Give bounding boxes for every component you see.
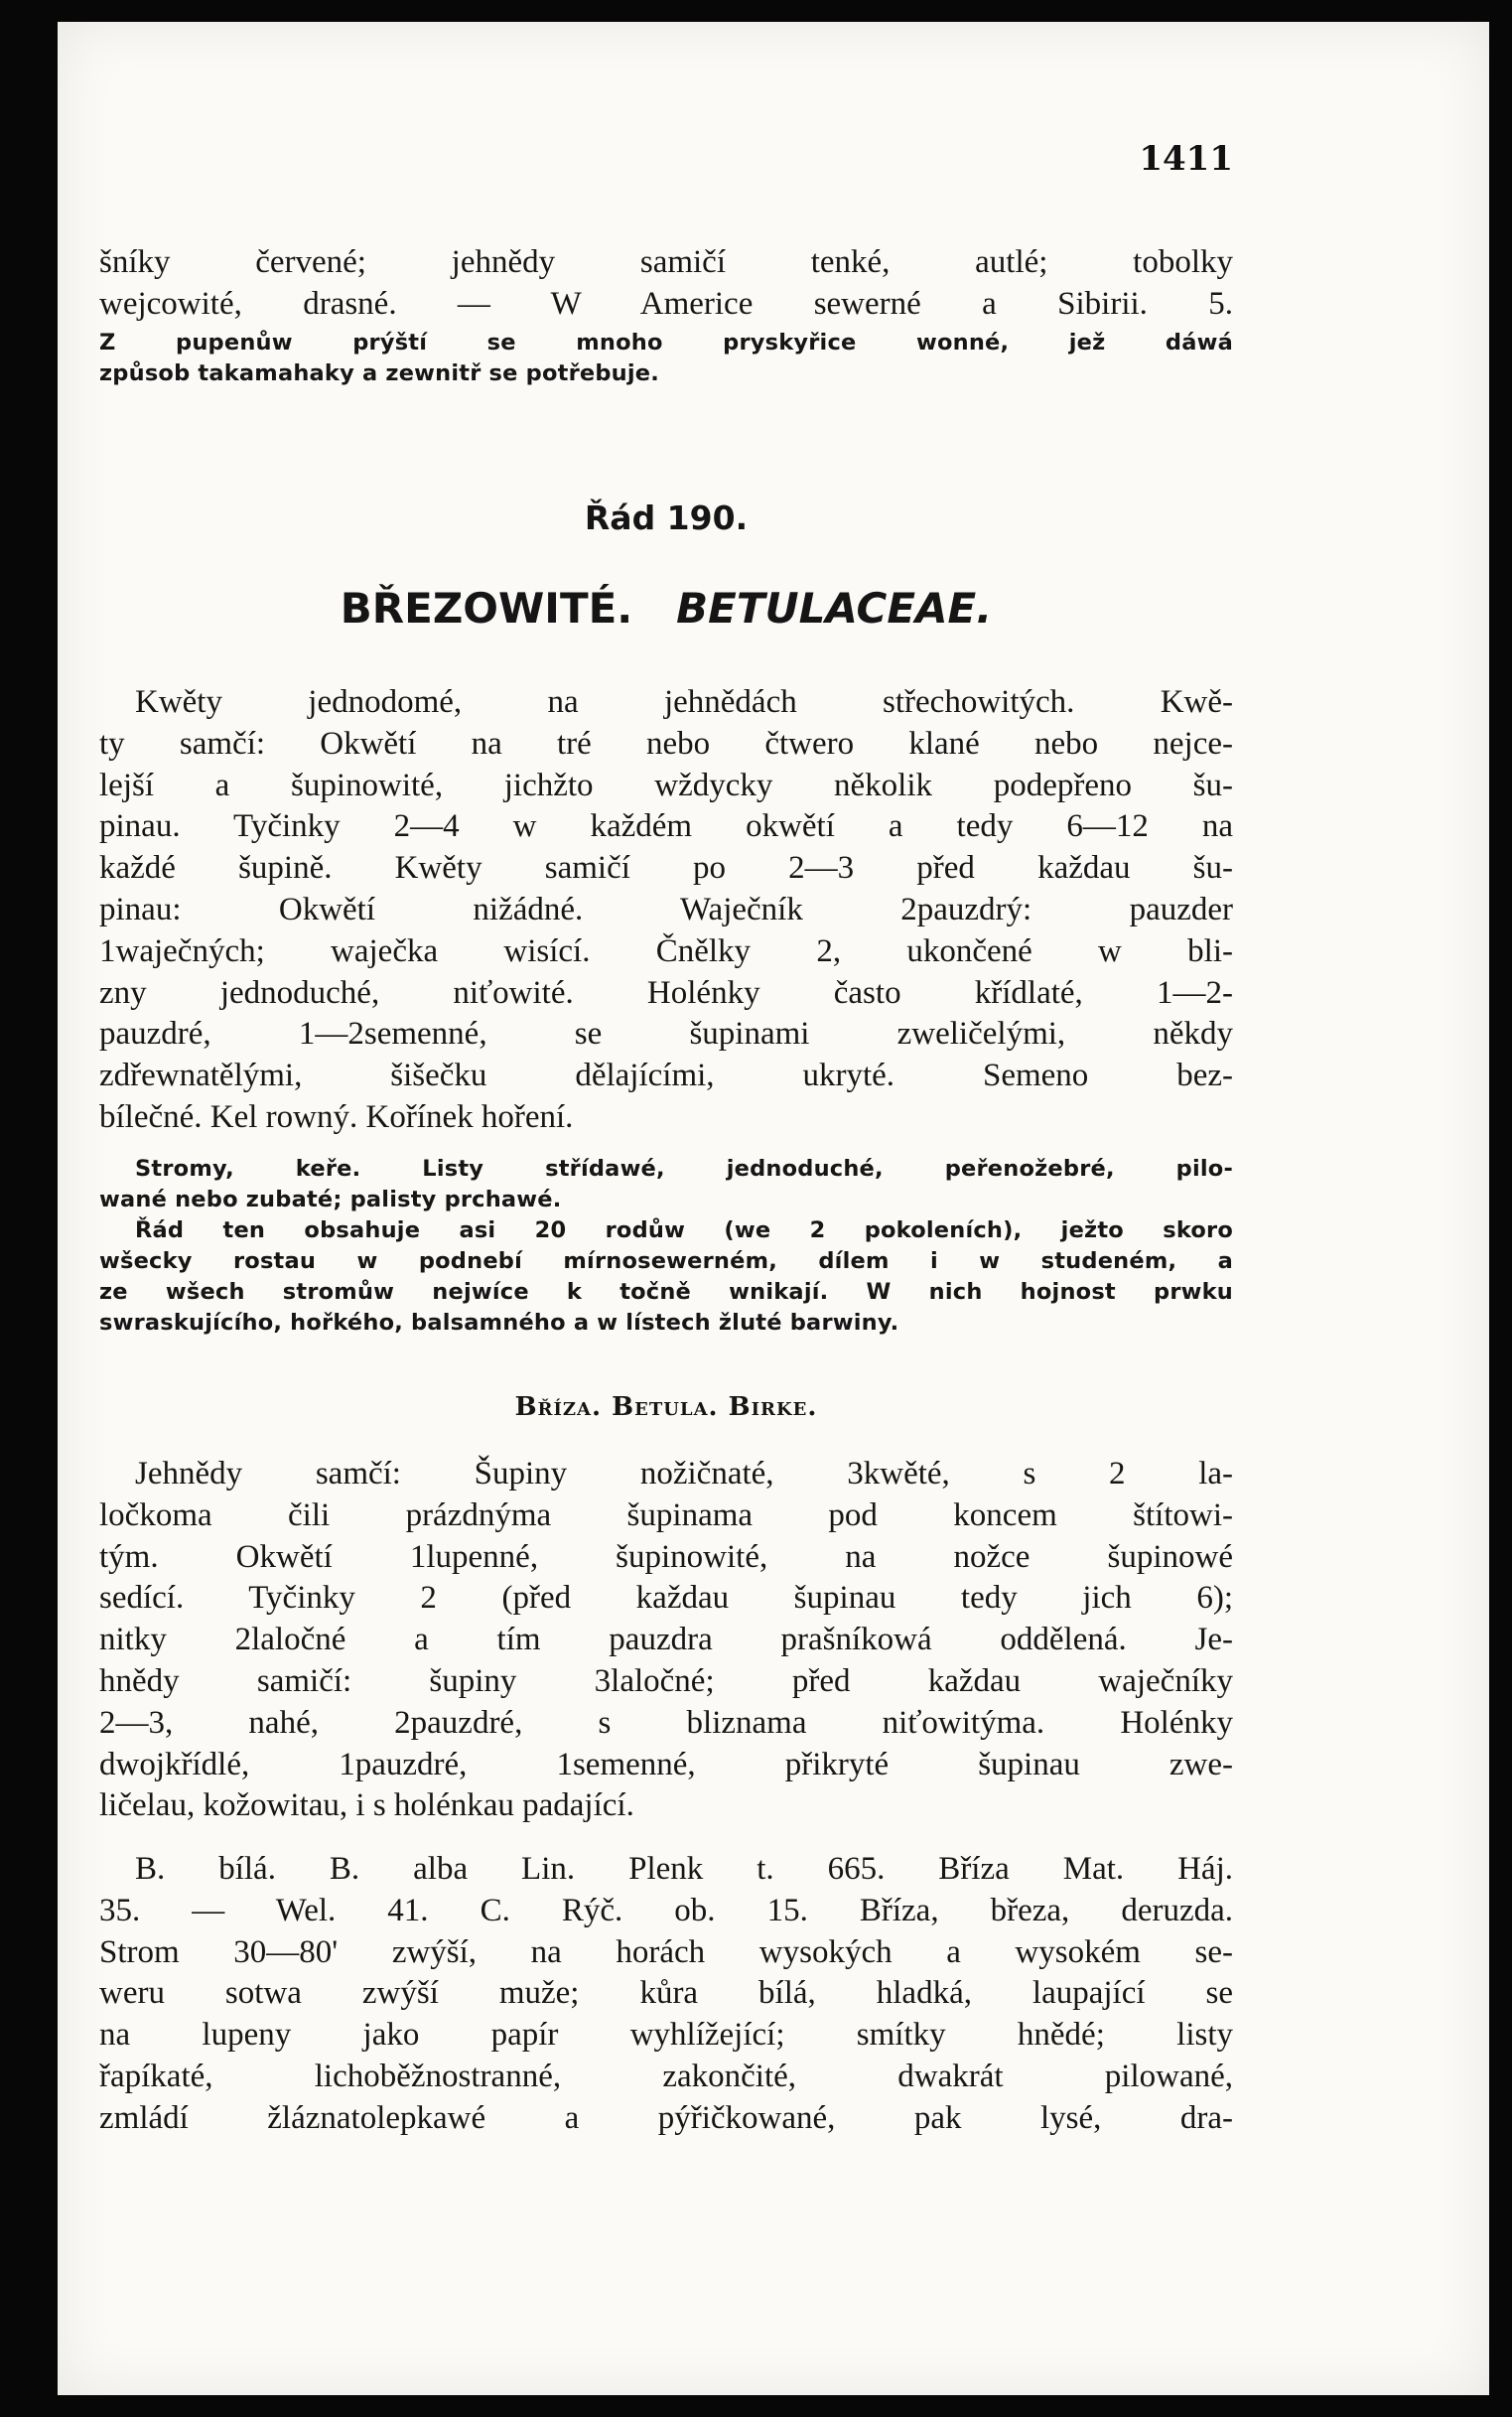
text-line: Strom 30—80' zwýší, na horách wysokých a wysokém se- <box>99 1933 1233 1970</box>
text-line: ločkoma čili prázdnýma šupinama pod koncem štítowi- <box>99 1496 1233 1533</box>
text-line: řapíkaté, lichoběžnostranné, zakončité, dwakrát pilowané, <box>99 2058 1233 2094</box>
text-line: pauzdré, 1—2semenné, se šupinami zweličelými, někdy <box>99 1016 1233 1053</box>
text-line: každé šupině. Kwěty samičí po 2—3 před každau šu- <box>99 850 1233 887</box>
species-entry <box>99 1849 1233 2140</box>
text-line: weru sotwa zwýší muže; kůra bílá, hladká, laupající se <box>99 1975 1233 2012</box>
text-line: bílečné. Kel rowný. Kořínek hoření. <box>99 1098 574 1135</box>
text-line: Stromy, keře. Listy střídawé, jednoduché, peřenožebré, pilo- <box>135 1156 1233 1182</box>
text-line: pinau. Tyčinky 2—4 w každém okwětí a tedy 6—12 na <box>99 808 1233 845</box>
text-line: 2—3, nahé, 2pauzdré, s bliznama niťowitýma. Holénky <box>99 1704 1233 1741</box>
family-name-latin: BETULACEAE. <box>676 584 993 633</box>
book-page <box>58 22 1489 2395</box>
text-line: pinau: Okwětí nižádné. Waječník 2pauzdrý: pauzder <box>99 891 1233 927</box>
family-notes <box>99 1154 1233 1339</box>
text-line: Z pupenůw prýští se mnoho pryskyřice wonné, jež dáwá <box>99 330 1233 355</box>
text-line: B. bílá. B. alba Lin. Plenk t. 665. Bříza Mat. Háj. <box>135 1851 1233 1887</box>
text-line: zmládí žláznatolepkawé a pýřičkowané, pak lysé, dra- <box>99 2099 1233 2136</box>
text-line: swraskujícího, hořkého, balsamného a w lístech žluté barwiny. <box>99 1310 899 1336</box>
text-line: Jehnědy samčí: Šupiny nožičnaté, 3kwěté, s 2 la- <box>135 1456 1233 1492</box>
family-description <box>99 682 1233 1139</box>
text-line: 1waječných; waječka wisící. Čnělky 2, ukončené w bli- <box>99 932 1233 969</box>
text-line: ty samčí: Okwětí na tré nebo čtwero klané nebo nejce- <box>99 725 1233 762</box>
genus-heading: Bříza. Betula. Birke. <box>514 1392 818 1422</box>
text-line: dwojkřídlé, 1pauzdré, 1semenné, přikryté šupinau zwe- <box>99 1746 1233 1782</box>
genus-description <box>99 1454 1233 1827</box>
text-line: wejcowité, drasné. — W Americe sewerné a Sibirii. 5. <box>99 285 1233 322</box>
order-heading: Řád 190. <box>584 498 749 537</box>
text-line: lejší a šupinowité, jichžto wždycky několik podepřeno šu- <box>99 767 1233 803</box>
text-line: wané nebo zubaté; palisty prchawé. <box>99 1187 562 1212</box>
paragraph-previous-genus-end <box>99 242 1233 326</box>
text-line: šníky červené; jehnědy samičí tenké, autlé; tobolky <box>99 244 1233 280</box>
text-line: na lupeny jako papír wyhlížející; smítky hnědé; listy <box>99 2017 1233 2054</box>
text-line: sedící. Tyčinky 2 (před každau šupinau tedy jich 6); <box>99 1580 1233 1617</box>
family-name-czech: BŘEZOWITÉ. <box>340 584 633 633</box>
text-line: hnědy samičí: šupiny 3laločné; před každau waječníky <box>99 1662 1233 1699</box>
text-line: 35. — Wel. 41. C. Rýč. ob. 15. Bříza, březa, deruzda. <box>99 1892 1233 1928</box>
text-line: Kwěty jednodomé, na jehnědách střechowitých. Kwě- <box>135 684 1233 720</box>
text-line: tým. Okwětí 1lupenné, šupinowité, na nožce šupinowé <box>99 1538 1233 1575</box>
family-heading <box>99 584 1233 633</box>
text-line: zny jednoduché, niťowité. Holénky často křídlaté, 1—2- <box>99 974 1233 1011</box>
text-line: způsob takamahaky a zewnitř se potřebuje. <box>99 360 659 386</box>
page-number: 1411 <box>1139 139 1233 179</box>
text-line: ze wšech stromůw nejwíce k točně wnikají. W nich hojnost prwku <box>99 1279 1233 1305</box>
text-line: wšecky rostau w podnebí mírnosewerném, dílem i w studeném, a <box>99 1248 1233 1274</box>
text-line: ličelau, kožowitau, i s holénkau padající. <box>99 1787 634 1824</box>
note-resin <box>99 328 1233 389</box>
text-line: nitky 2laločné a tím pauzdra prašníkowá oddělená. Je- <box>99 1622 1233 1658</box>
text-line: zdřewnatělými, šišečku dělajícími, ukryté. Semeno bez- <box>99 1058 1233 1094</box>
text-line: Řád ten obsahuje asi 20 rodůw (we 2 pokoleních), ježto skoro <box>135 1217 1233 1243</box>
